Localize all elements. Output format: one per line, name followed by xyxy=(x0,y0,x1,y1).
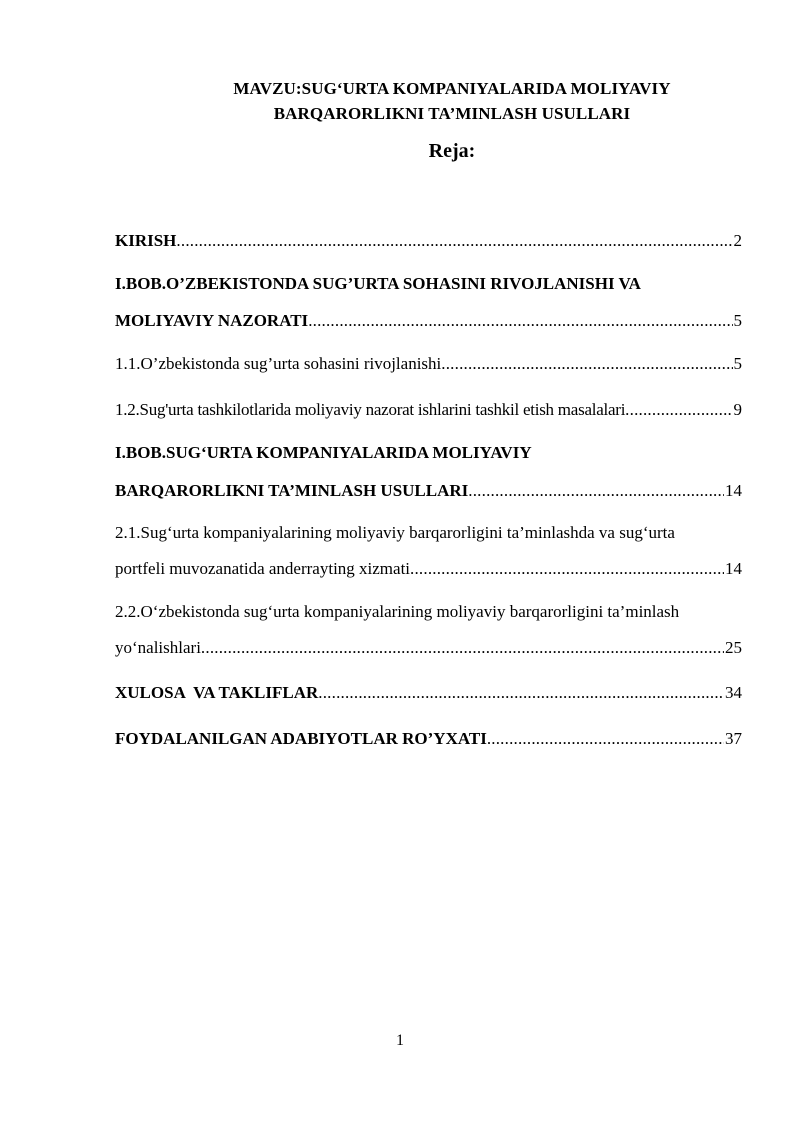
toc-entry-introduction xyxy=(115,229,742,253)
toc-entry-chapter-1-line-1: I.BOB.O’ZBEKISTONDA SUG’URTA SOHASINI RIVOJLANISHI VA xyxy=(115,274,641,293)
toc-entry-section-2-2-line-1: 2.2.O‘zbekistonda sug‘urta kompaniyalarining moliyaviy barqarorligini ta’minlash xyxy=(115,602,680,621)
toc-leader-dots xyxy=(410,557,724,581)
toc-leader-dots xyxy=(487,727,724,751)
toc-entry-text: portfeli muvozanatida anderrayting xizmati xyxy=(115,559,411,578)
toc-entry-text: FOYDALANILGAN ADABIYOTLAR RO’YXATI xyxy=(115,729,487,748)
title-line-1: MAVZU:SUG‘URTA KOMPANIYALARIDA MOLIYAVIY xyxy=(233,79,671,98)
toc-entry-section-1-2 xyxy=(115,398,742,422)
toc-entry-section-2-1 xyxy=(115,557,742,581)
toc-entry-text: KIRISH xyxy=(115,231,177,250)
toc-page-number: 25 xyxy=(725,638,742,657)
toc-page-number: 37 xyxy=(725,729,742,748)
toc-entry-chapter-2 xyxy=(115,479,742,503)
toc-entry-text: 1.2.Sug'urta tashkilotlarida moliyaviy nazorat ishlarini tashkil etish masalalari xyxy=(115,400,626,419)
toc-entry-text: MOLIYAVIY NAZORATI xyxy=(115,311,309,330)
page-number: 1 xyxy=(396,1032,404,1049)
toc-page-number: 2 xyxy=(733,231,742,250)
toc-entry-references xyxy=(115,727,742,751)
toc-page-number: 5 xyxy=(733,354,742,373)
toc-entry-chapter-2-line-1: I.BOB.SUG‘URTA KOMPANIYALARIDA MOLIYAVIY xyxy=(115,443,532,462)
plan-heading: Reja: xyxy=(428,140,476,162)
toc-entry-section-2-1-line-1: 2.1.Sug‘urta kompaniyalarining moliyaviy barqarorligini ta’minlashda va sug‘urta xyxy=(115,523,675,542)
toc-entry-text: BARQARORLIKNI TA’MINLASH USULLARI xyxy=(115,481,469,500)
toc-leader-dots xyxy=(625,398,732,422)
toc-page-number: 34 xyxy=(725,683,742,702)
toc-leader-dots xyxy=(308,309,732,333)
toc-leader-dots xyxy=(468,479,724,503)
toc-leader-dots xyxy=(176,229,732,253)
toc-entry-text: XULOSA VA TAKLIFLAR xyxy=(115,683,319,702)
toc-page-number: 5 xyxy=(733,311,742,330)
toc-page-number: 14 xyxy=(725,481,742,500)
toc-page-number: 9 xyxy=(733,400,742,419)
toc-leader-dots xyxy=(441,352,732,376)
toc-entry-section-2-2 xyxy=(115,636,742,660)
toc-entry-text: yo‘nalishlari xyxy=(115,638,201,657)
document-title xyxy=(150,76,754,126)
toc-entry-conclusion xyxy=(115,681,742,705)
toc-entry-text: 1.1.O’zbekistonda sug’urta sohasini rivojlanishi xyxy=(115,354,442,373)
toc-entry-section-1-1 xyxy=(115,352,742,376)
toc-leader-dots xyxy=(201,636,724,660)
toc-page-number: 14 xyxy=(725,559,742,578)
title-line-2: BARQARORLIKNI TA’MINLASH USULLARI xyxy=(273,104,631,123)
toc-leader-dots xyxy=(318,681,724,705)
toc-entry-chapter-1 xyxy=(115,309,742,333)
